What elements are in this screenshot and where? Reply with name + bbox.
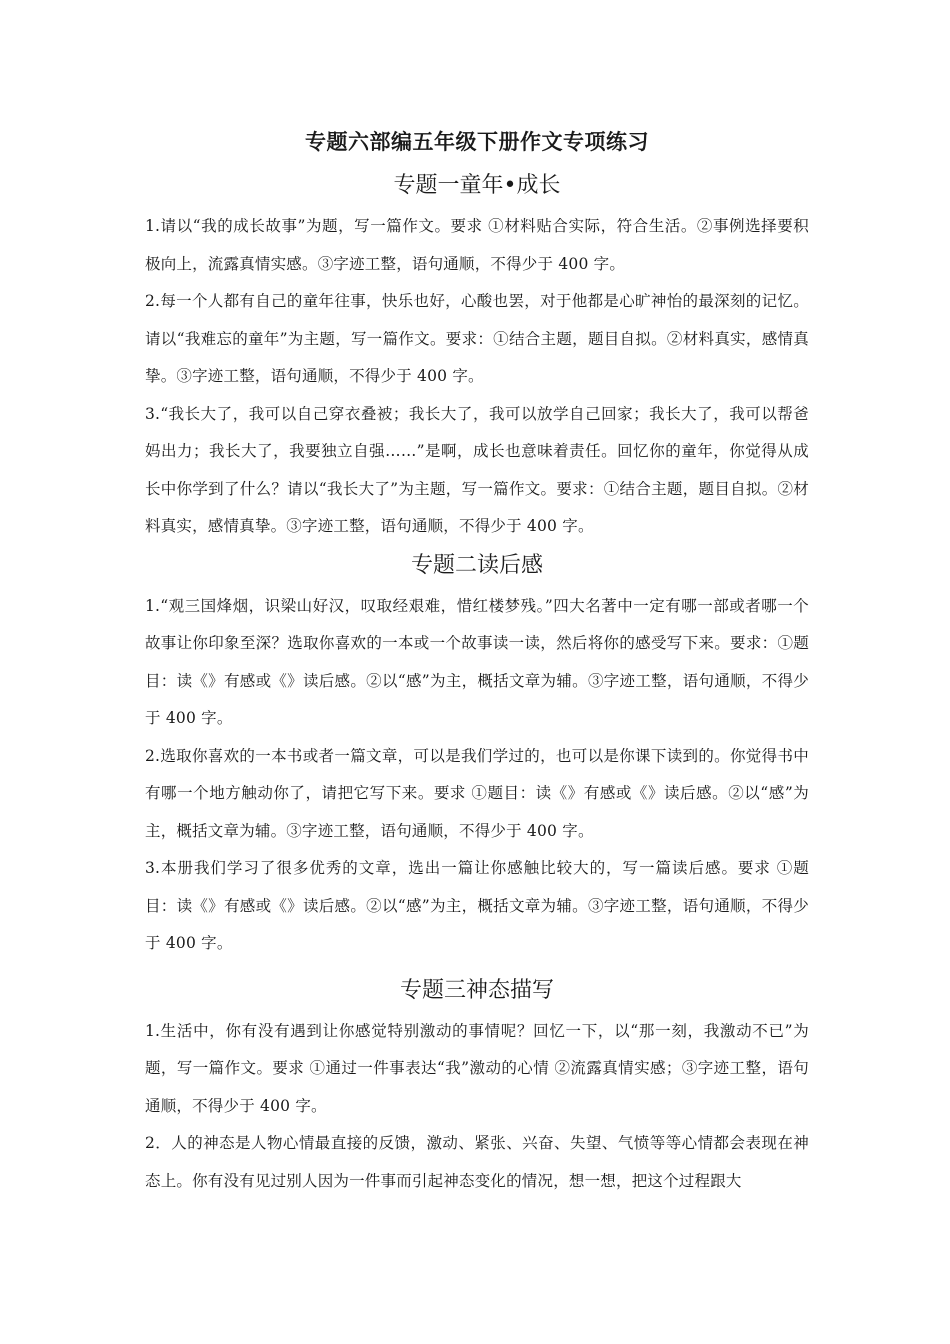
exercise-item: 2.每一个人都有自己的童年往事，快乐也好，心酸也罢，对于他都是心旷神怡的最深刻的记忆。请以“我难忘的童年”为主题，写一篇作文。要求：①结合主题，题目自拟。②材料真实，感情真挚。③字迹工整，语句通顺，不得少于 400 字。: [145, 292, 809, 385]
section-heading: 专题一童年•成长: [393, 173, 561, 198]
section-heading: 专题二读后感: [410, 552, 543, 578]
section-heading: 专题三神态描写: [399, 977, 554, 1003]
exercise-item: 1.请以“我的成长故事”为题，写一篇作文。要求 ①材料贴合实际，符合生活。②事例选择要积极向上，流露真情实感。③字迹工整，语句通顺，不得少于 400 字。: [145, 217, 809, 273]
exercise-item: 2.选取你喜欢的一本书或者一篇文章，可以是我们学过的，也可以是你课下读到的。你觉得书中有哪一个地方触动你了，请把它写下来。要求 ①题目：读《》有感或《》读后感。②以“感”为主，概括文章为辅。③字迹工整，语句通顺，不得少于 400 字。: [145, 746, 809, 840]
section-reading-reflection: [145, 546, 809, 963]
document-title: 专题六部编五年级下册作文专项练习: [305, 129, 649, 154]
document-page: [145, 124, 809, 1200]
section-childhood: [145, 166, 809, 546]
exercise-item: 1.“观三国烽烟，识梁山好汉，叹取经艰难，惜红楼梦残。”四大名著中一定有哪一部或者哪一个故事让你印象至深？选取你喜欢的一本或一个故事读一读，然后将你的感受写下来。要求：①题目：读《》有感或《》读后感。②以“感”为主，概括文章为辅。③字迹工整，语句通顺，不得少于 400 字。: [145, 596, 809, 727]
exercise-item: 1.生活中，你有没有遇到让你感觉特别激动的事情呢？回忆一下，以“那一刻，我激动不已”为题，写一篇作文。要求 ①通过一件事表达“我”激动的心情 ②流露真情实感；③字迹工整，语句通顺，不得少于 400 字。: [145, 1021, 809, 1115]
section-expression-description: [145, 971, 809, 1201]
exercise-item: 2．人的神态是人物心情最直接的反馈，激动、紧张、兴奋、失望、气愤等等心情都会表现在神态上。你有没有见过别人因为一件事而引起神态变化的情况，想一想，把这个过程跟大: [145, 1134, 809, 1190]
exercise-item: 3.“我长大了，我可以自己穿衣叠被；我长大了，我可以放学自己回家；我长大了，我可以帮爸妈出力；我长大了，我要独立自强……”是啊，成长也意味着责任。回忆你的童年，你觉得从成长中你学到了什么？请以“我长大了”为主题，写一篇作文。要求：①结合主题，题目自拟。②材料真实，感情真挚。③字迹工整，语句通顺，不得少于 400 字。: [145, 404, 809, 535]
exercise-item: 3.本册我们学习了很多优秀的文章，选出一篇让你感触比较大的，写一篇读后感。要求 ①题目：读《》有感或《》读后感。②以“感”为主，概括文章为辅。③字迹工整，语句通顺，不得少于 400 字。: [145, 859, 809, 952]
